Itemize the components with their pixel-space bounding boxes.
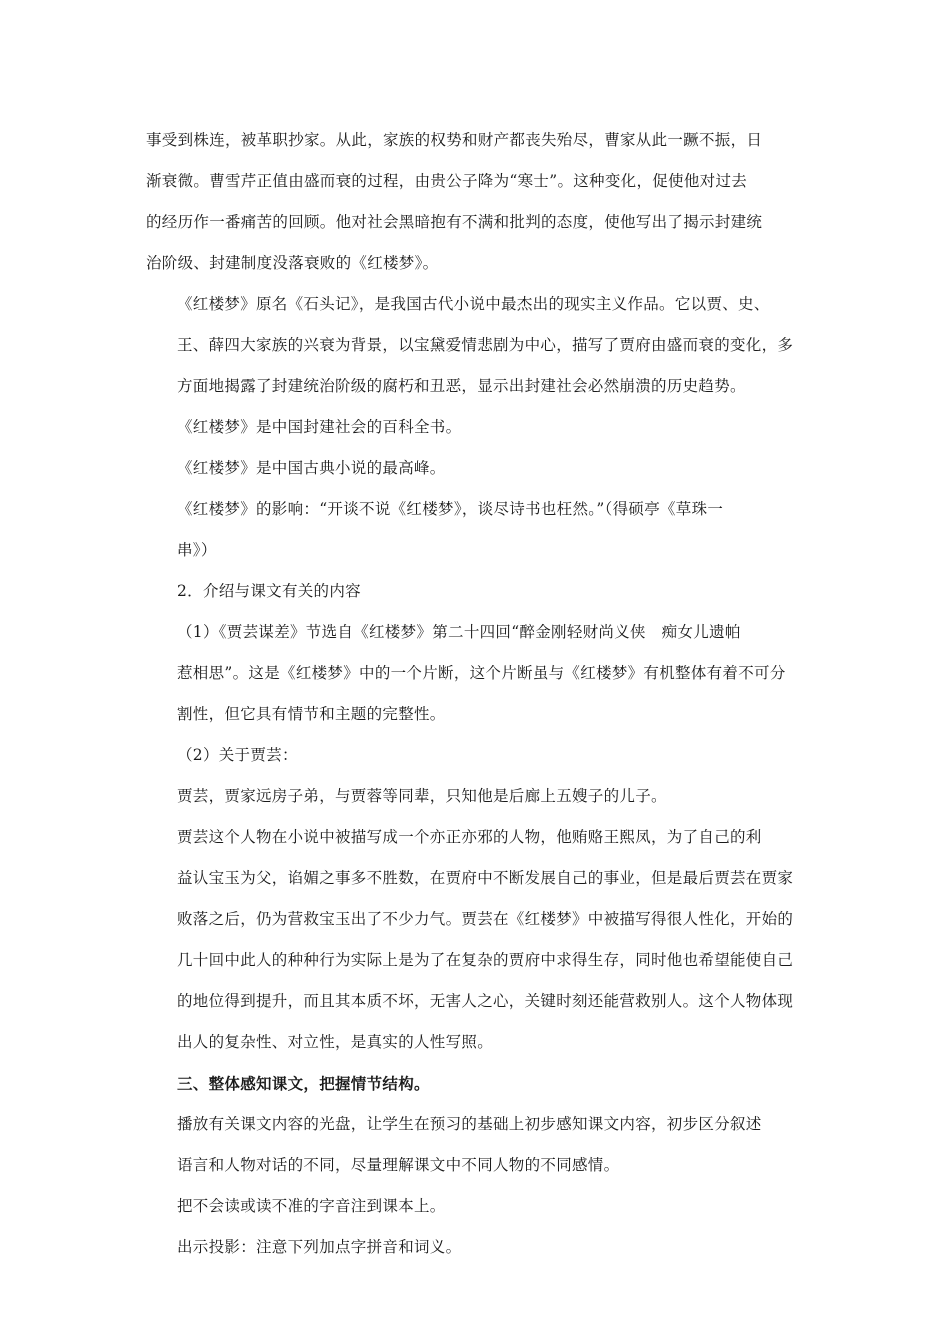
document-body xyxy=(146,120,808,1268)
text-line: （2）关于贾芸： xyxy=(177,746,298,764)
paragraph xyxy=(146,571,808,612)
text-line: 三、整体感知课文，把握情节结构。 xyxy=(177,1074,430,1093)
paragraph xyxy=(146,1186,808,1227)
text-line: 王、薛四大家族的兴衰为背景，以宝黛爱情悲剧为中心，描写了贾府由盛而衰的变化，多 xyxy=(177,336,794,354)
text-line: 的地位得到提升，而且其本质不坏，无害人之心，关键时刻还能营救别人。这个人物体现 xyxy=(177,992,794,1010)
section-heading xyxy=(146,1063,808,1104)
paragraph xyxy=(146,448,808,489)
text-line: 贾芸这个人物在小说中被描写成一个亦正亦邪的人物，他贿赂王熙凤，为了自己的利 xyxy=(177,828,762,846)
text-line: 惹相思”。这是《红楼梦》中的一个片断，这个片断虽与《红楼梦》有机整体有着不可分 xyxy=(177,664,786,682)
text-line: 的经历作一番痛苦的回顾。他对社会黑暗抱有不满和批判的态度，使他写出了揭示封建统 xyxy=(146,213,763,231)
text-line: 把不会读或读不准的字音注到课本上。 xyxy=(177,1197,446,1215)
text-line: （1）《贾芸谋差》节选自《红楼梦》第二十四回“醉金刚轻财尚义侠 痴女儿遗帕 xyxy=(177,623,741,641)
paragraph xyxy=(146,1227,808,1268)
text-line: 割性，但它具有情节和主题的完整性。 xyxy=(177,705,446,723)
text-line: 事受到株连，被革职抄家。从此，家族的权势和财产都丧失殆尽，曹家从此一蹶不振，日 xyxy=(146,131,763,149)
paragraph xyxy=(146,1104,808,1186)
text-line: 《红楼梦》原名《石头记》，是我国古代小说中最杰出的现实主义作品。它以贾、史、 xyxy=(177,295,770,313)
paragraph xyxy=(146,407,808,448)
text-line: 2．介绍与课文有关的内容 xyxy=(177,582,361,600)
text-line: 方面地揭露了封建统治阶级的腐朽和丑恶，显示出封建社会必然崩溃的历史趋势。 xyxy=(177,377,746,395)
paragraph xyxy=(146,120,808,284)
paragraph xyxy=(146,776,808,817)
paragraph xyxy=(146,735,808,776)
text-line: 出人的复杂性、对立性，是真实的人性写照。 xyxy=(177,1033,494,1051)
paragraph xyxy=(146,612,808,735)
text-line: 《红楼梦》是中国封建社会的百科全书。 xyxy=(177,418,462,436)
text-line: 益认宝玉为父，谄媚之事多不胜数，在贾府中不断发展自己的事业，但是最后贾芸在贾家 xyxy=(177,869,794,887)
text-line: 败落之后，仍为营救宝玉出了不少力气。贾芸在《红楼梦》中被描写得很人性化，开始的 xyxy=(177,910,794,928)
text-line: 出示投影：注意下列加点字拼音和词义。 xyxy=(177,1238,462,1256)
text-line: 渐衰微。曹雪芹正值由盛而衰的过程，由贵公子降为“寒士”。这种变化，促使他对过去 xyxy=(146,172,748,190)
paragraph xyxy=(146,817,808,1063)
text-line: 语言和人物对话的不同，尽量理解课文中不同人物的不同感情。 xyxy=(177,1156,620,1174)
text-line: 《红楼梦》的影响：“开谈不说《红楼梦》，谈尽诗书也枉然。”（得硕亭《草珠一 xyxy=(177,500,724,518)
text-line: 几十回中此人的种种行为实际上是为了在复杂的贾府中求得生存，同时他也希望能使自己 xyxy=(177,951,794,969)
text-line: 串》） xyxy=(177,541,217,559)
paragraph xyxy=(146,489,808,571)
text-line: 《红楼梦》是中国古典小说的最高峰。 xyxy=(177,459,446,477)
text-line: 播放有关课文内容的光盘，让学生在预习的基础上初步感知课文内容，初步区分叙述 xyxy=(177,1115,762,1133)
text-line: 治阶级、封建制度没落衰败的《红楼梦》。 xyxy=(146,254,439,272)
paragraph xyxy=(146,284,808,407)
text-line: 贾芸，贾家远房子弟，与贾蓉等同辈，只知他是后廊上五嫂子的儿子。 xyxy=(177,787,667,805)
